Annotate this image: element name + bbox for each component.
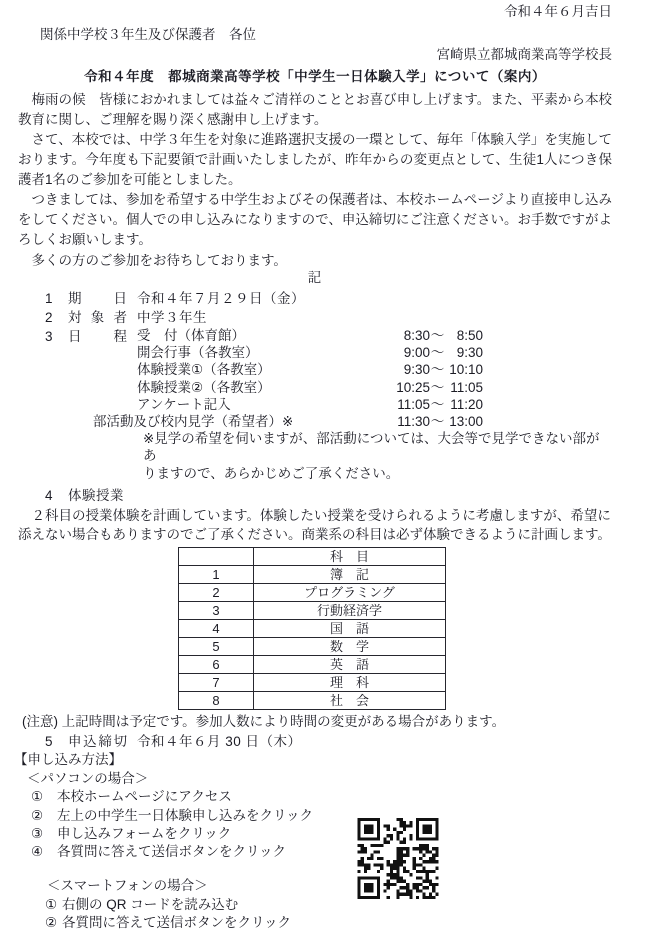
item-target — [45, 308, 612, 327]
step-text: 申し込みフォームをクリック — [57, 825, 232, 841]
time-start: 11:30 — [397, 414, 430, 430]
cell-subject: 数 学 — [254, 638, 446, 656]
time-end: 13:00 — [449, 414, 483, 430]
pc-section — [18, 770, 612, 861]
table-row — [179, 584, 446, 602]
pc-step — [31, 788, 612, 806]
item-number: 1 — [45, 291, 53, 306]
schedule-note: りますので、あらかじめご了承ください。 — [143, 465, 400, 481]
item-label: 体験授業 — [68, 487, 124, 503]
time-end: 11:20 — [450, 396, 483, 412]
time-tilde: ～ — [430, 396, 445, 412]
time-end: 11:05 — [450, 379, 483, 395]
pc-step — [31, 843, 612, 861]
time-end: 10:10 — [449, 362, 483, 378]
item-label: 申込締切 — [68, 734, 127, 750]
schedule-time — [390, 327, 483, 344]
cell-no: 1 — [179, 566, 254, 584]
paragraph-greeting: 梅雨の候 皆様におかれましては益々ご清祥のこととお喜び申し上げます。また、平素から本校教育に関し、ご理解を賜り深く感謝申し上げます。 — [18, 92, 612, 127]
schedule-label: 体験授業②（各教室） — [137, 379, 271, 395]
items-list — [18, 289, 612, 505]
cell-no: 3 — [179, 602, 254, 620]
schedule-label: 体験授業①（各教室） — [137, 362, 271, 378]
smartphone-step — [45, 914, 612, 932]
item-date — [45, 289, 612, 308]
schedule-row — [137, 327, 612, 344]
time-start: 9:00 — [403, 345, 430, 361]
item-trial-lessons — [45, 486, 612, 505]
qr-code — [357, 818, 439, 899]
subjects-table — [178, 547, 446, 710]
cell-no: 4 — [179, 620, 254, 638]
time-start: 8:30 — [403, 328, 430, 343]
header-subject-cell: 科 目 — [254, 548, 446, 566]
cell-subject: 社 会 — [254, 692, 446, 710]
pc-step — [31, 825, 612, 843]
cell-no: 8 — [179, 692, 254, 710]
step-text: 右側の QR コードを読み込む — [62, 896, 239, 912]
cell-no: 2 — [179, 584, 254, 602]
step-text: 左上の中学生一日体験申し込みをクリック — [57, 807, 313, 823]
application-heading: 【申し込み方法】 — [14, 752, 122, 768]
smartphone-section-heading: ＜スマートフォンの場合＞ — [47, 878, 208, 894]
schedule-note: ※見学の希望を伺いますが、部活動については、大会等で見学できない部があ — [143, 431, 600, 464]
item-label: 期日 — [68, 291, 127, 306]
trial-lessons-description: ２科目の授業体験を計画しています。体験したい授業を受けられるように考慮しますが、希望に添えない場合もありますのでご了承ください。商業系の科目は必ず体験できるように計画します。 — [18, 507, 611, 543]
step-marker: ① — [45, 896, 58, 912]
schedule-label: 開会行事（各教室） — [137, 345, 259, 361]
step-marker: ③ — [31, 825, 44, 841]
application-section — [14, 751, 612, 932]
document-title: 令和４年度 都城商業高等学校「中学生一日体験入学」について（案内） — [84, 69, 546, 84]
document-date: 令和４年６月吉日 — [504, 4, 612, 19]
step-text: 各質問に答えて送信ボタンをクリック — [62, 914, 291, 930]
table-row — [179, 638, 446, 656]
time-start: 11:05 — [397, 396, 430, 412]
schedule-row — [137, 379, 612, 396]
schedule-time — [390, 413, 483, 430]
schedule-time — [390, 344, 483, 361]
notice-line: (注意) 上記時間は予定です。参加人数により時間の変更がある場合があります。 — [22, 714, 506, 730]
cell-subject: 英 語 — [254, 656, 446, 674]
time-tilde: ～ — [430, 345, 445, 361]
paragraph-purpose: さて、本校では、中学３年生を対象に進路選択支援の一環として、毎年「体験入学」を実施しております。今年度も下記要領で計画いたしましたが、昨年からの変更点として、生徒1人につき保護者1名のご参加を可能としました。 — [18, 132, 612, 187]
time-tilde: ～ — [430, 328, 445, 343]
table-row — [179, 656, 446, 674]
schedule-time — [390, 396, 483, 413]
table-row — [179, 602, 446, 620]
schedule-label: 受 付（体育館） — [137, 328, 245, 343]
item-content: 令和４年６月 30 日（木） — [137, 734, 302, 750]
sender: 宮崎県立都城商業高等学校長 — [436, 47, 612, 62]
table-row — [179, 692, 446, 710]
item-schedule — [45, 327, 612, 482]
time-end: 8:50 — [456, 328, 483, 343]
cell-subject: 理 科 — [254, 674, 446, 692]
schedule-row — [137, 396, 612, 413]
cell-no: 7 — [179, 674, 254, 692]
cell-subject: プログラミング — [254, 584, 446, 602]
cell-no: 6 — [179, 656, 254, 674]
time-tilde: ～ — [430, 362, 445, 378]
schedule-label: 部活動及び校内見学（希望者）※ — [93, 414, 294, 430]
paragraph-apply: つきましては、参加を希望する中学生およびその保護者は、本校ホームページより直接申し込みをしてください。個人での申し込みになりますので、申込締切にご注意ください。お手数ですがよろしくお願いします。 — [18, 192, 612, 247]
paragraph-closing: 多くの方のご参加をお待ちしております。 — [31, 253, 287, 268]
item-deadline — [45, 732, 612, 751]
table-header-row — [179, 548, 446, 566]
time-start: 10:25 — [396, 379, 430, 395]
pc-section-heading: ＜パソコンの場合＞ — [27, 770, 149, 786]
table-row — [179, 566, 446, 584]
item-number: 4 — [45, 487, 53, 503]
item-content: 中学３年生 — [137, 310, 207, 325]
step-text: 本校ホームページにアクセス — [57, 789, 232, 805]
step-marker: ② — [45, 914, 58, 930]
table-row — [179, 674, 446, 692]
time-start: 9:30 — [403, 362, 430, 378]
cell-subject: 国 語 — [254, 620, 446, 638]
addressee: 関係中学校３年生及び保護者 各位 — [40, 27, 256, 42]
schedule-row — [137, 361, 612, 378]
step-text: 各質問に答えて送信ボタンをクリック — [57, 844, 286, 860]
schedule-time — [390, 379, 483, 396]
item-number: 3 — [45, 329, 53, 344]
record-marker: 記 — [307, 270, 323, 285]
schedule-row — [137, 344, 612, 361]
item-number: 2 — [45, 310, 53, 325]
step-marker: ① — [31, 789, 44, 805]
cell-subject: 行動経済学 — [254, 602, 446, 620]
header-no-cell — [179, 548, 254, 566]
item-label: 対象者 — [68, 310, 127, 325]
time-tilde: ～ — [430, 379, 445, 395]
schedule-time — [390, 361, 483, 378]
time-end: 9:30 — [456, 345, 483, 361]
item-label: 日程 — [68, 329, 127, 344]
cell-subject: 簿 記 — [254, 566, 446, 584]
item-content: 令和４年７月２９日（金） — [137, 291, 305, 306]
item-number: 5 — [45, 734, 53, 750]
smartphone-step — [45, 896, 612, 914]
table-row — [179, 620, 446, 638]
cell-no: 5 — [179, 638, 254, 656]
step-marker: ④ — [31, 844, 44, 860]
smartphone-section — [18, 877, 612, 932]
step-marker: ② — [31, 807, 44, 823]
schedule-row — [93, 413, 612, 430]
schedule-label: アンケート記入 — [137, 396, 231, 412]
time-tilde: ～ — [430, 414, 445, 430]
pc-step — [31, 807, 612, 825]
